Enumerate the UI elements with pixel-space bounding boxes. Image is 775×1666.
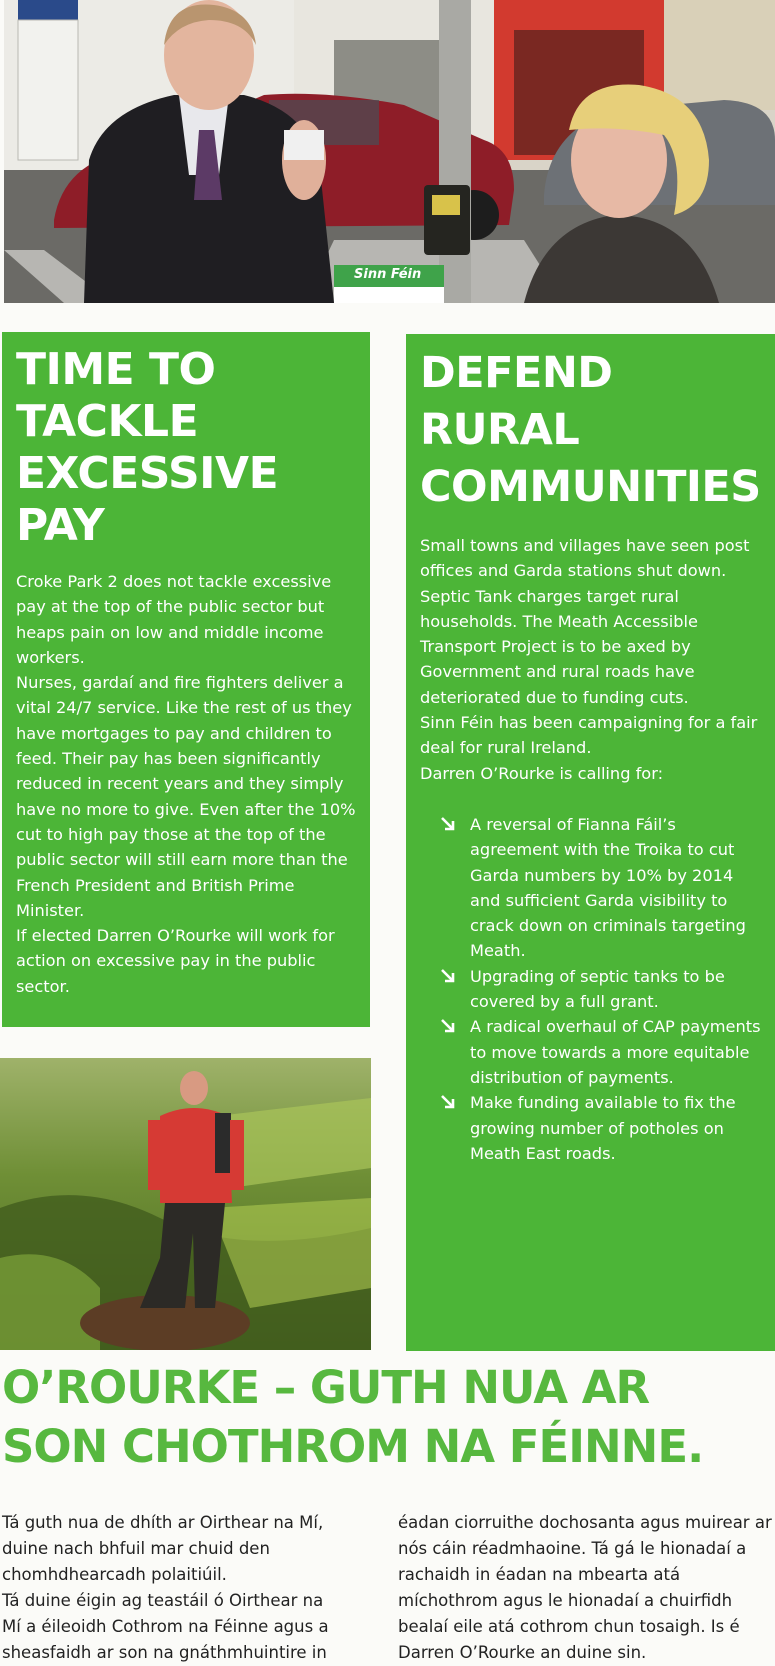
arrow-down-right-icon (440, 1018, 456, 1034)
paragraph: Sinn Féin has been campaigning for a fair deal for rural Ireland. (420, 713, 758, 758)
heading-line: COMMUNITIES (420, 462, 761, 512)
list-item-text: A radical overhaul of CAP payments to move towards a more equitable distribution of payments. (470, 1017, 761, 1087)
rural-communities-body (420, 533, 761, 786)
arrow-down-right-icon (440, 968, 456, 984)
street-campaign-photo (4, 0, 775, 303)
paragraph: Tá guth nua de dhíth ar Oirthear na Mí, duine nach bhfuil mar chuid den chomhdhearcadh polaitiúil. (2, 1513, 324, 1584)
sinn-fein-sign-label: Sinn Féin (354, 267, 422, 282)
heading-line: PAY (16, 500, 105, 551)
list-item-text: Make funding available to fix the growing number of potholes on Meath East roads. (470, 1093, 736, 1163)
paragraph: Small towns and villages have seen post offices and Garda stations shut down. Septic Tank charges target rural households. The Meath Accessible Transport Project is to be axed by Government and rural roads have deteriorated due to funding cuts. (420, 536, 750, 707)
heading-line: TACKLE (16, 396, 199, 447)
excessive-pay-panel (2, 332, 370, 1027)
landscape-illustration (0, 1058, 371, 1350)
paragraph: If elected Darren O’Rourke will work for action on excessive pay in the public sector. (16, 926, 335, 996)
street-scene-illustration (4, 0, 775, 303)
excessive-pay-body (16, 569, 358, 999)
heading-line: DEFEND (420, 348, 613, 398)
list-item-text: Upgrading of septic tanks to be covered by a full grant. (470, 966, 725, 1012)
heading-line: RURAL (420, 405, 580, 455)
paragraph: Tá duine éigin ag teastáil ó Oirthear na Mí a éileoidh Cothrom na Féinne agus a sheasfaidh ar son na gnáthmhuintire in (2, 1591, 329, 1662)
rural-communities-panel (406, 334, 775, 1351)
paragraph: éadan ciorruithe dochosanta agus muirear ar nós cáin réadmhaoine. Tá gá le hionadaí a rachaidh in éadan na mbearta atá míchothrom agus le hionadaí a chuirfidh bealaí eile atá cothrom chun tosaigh. Is é Darren O’Rourke an duine sin. (398, 1513, 772, 1662)
list-item (420, 1014, 761, 1090)
list-item (420, 812, 761, 964)
list-item (420, 964, 761, 1015)
demands-list (420, 812, 761, 1166)
mountain-hiker-photo (0, 1058, 371, 1350)
heading-line: EXCESSIVE (16, 448, 279, 499)
arrow-down-right-icon (440, 1094, 456, 1110)
list-item (420, 1090, 761, 1166)
rural-communities-heading (420, 345, 761, 516)
irish-text-left-column (2, 1510, 347, 1666)
excessive-pay-heading (16, 344, 358, 552)
list-item-text: A reversal of Fianna Fáil’s agreement with the Troika to cut Garda numbers by 10% by 2014 and sufficient Garda visibility to crack down on criminals targeting Meath. (470, 814, 746, 961)
paragraph: Nurses, gardaí and fire fighters deliver a vital 24/7 service. Like the rest of us they have mortgages to pay and children to feed. Their pay has been significantly reduced in recent years and they simply have no more to give. Even after the 10% cut to high pay those at the top of the public sector will still earn more than the French President and British Prime Minister. (16, 673, 356, 920)
irish-text-right-column (398, 1510, 775, 1666)
headline-line: O’ROURKE – GUTH NUA AR (2, 1361, 650, 1414)
paragraph: Croke Park 2 does not tackle excessive pay at the top of the public sector but heaps pain on low and middle income workers. (16, 572, 332, 667)
arrow-down-right-icon (440, 816, 456, 832)
paragraph: Darren O’Rourke is calling for: (420, 763, 664, 783)
irish-headline (2, 1358, 703, 1476)
headline-line: SON CHOTHROM NA FÉINNE. (2, 1420, 704, 1473)
heading-line: TIME TO (16, 344, 216, 395)
